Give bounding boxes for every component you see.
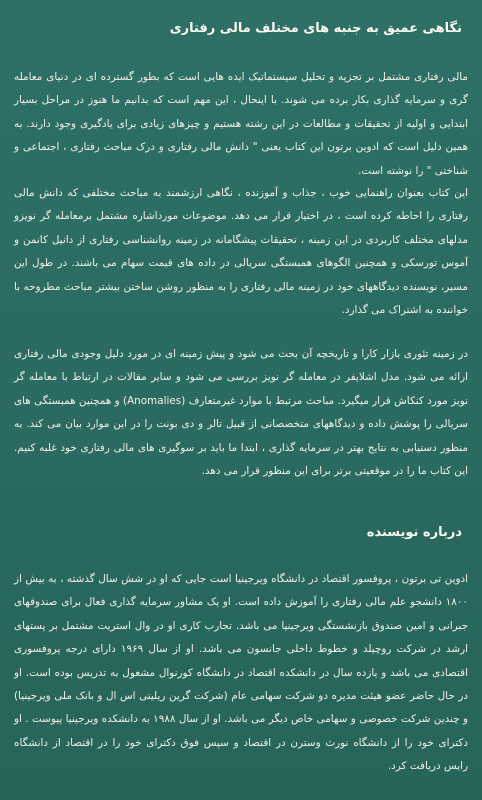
overview-paragraph-3: در زمینه تئوری بازار کارا و تاریخچه آن بحث می شود و پیش زمینه ای در مورد دلیل وجودی مالی رفتاری ارائه می شود. مدل اشلایفر در معامله گر نویز بررسی می شود و سایر مقالات در ارتباط با معامله گر نویز مورد کنکاش قرار میگیرد. مباحث مرتبط با موارد غیرمتعارف (Anomalies) و همچنین همبستگی های سریالی را پوشش داده و دیدگاههای متخصصانی از قبیل تالر و دی بونت را در این موارد بیان می کند. به منظور دستیابی به نتایج بهتر در سرمایه گذاری ، ابتدا ما باید بر سوگیری های مالی رفتاری خود غلبه کنیم. این کتاب ما را در موقعیتی برتر برای این منظور قرار می دهد. [14,348,468,478]
section-heading-overview: نگاهی عمیق به جنبه های مختلف مالی رفتاری [169,21,462,36]
overview-paragraph-2: این کتاب بعنوان راهنمایی خوب ، جذاب و آموزنده ، نگاهی ارزشمند به مباحث مختلفی که دانش مالی رفتاری را احاطه کرده است ، در اختیار قرار می دهد. موضوعات مورداشاره مشتمل برمعامله گر نویزو مدلهای مختلف کاربردی در این زمینه ، تحقیقات پیشگامانه در زمینه روانشناسی رفتاری از دانیل کانمن و آموس تورسکی و همچنین الگوهای همبستگی سریالی در داده های قیمت سهام می باشند. در طول این مسیر، نویسنده دیدگاههای خود در زمینه مالی رفتاری را به منظور روشن ساختن بیشتر مباحث مطروحه با خواننده به اشتراک می گذارد. [14,187,468,317]
section-heading-about-author: درباره نویسنده [366,525,462,540]
author-bio-paragraph: ادوین تی برتون ، پروفسور اقتصاد در دانشگاه ویرجینیا است جایی که او در شش سال گذشته ، به بیش از ۱۸۰۰ دانشجو علم مالی رفتاری را آموزش داده است. او یک مشاور سرمایه گذاری فعال برای صندوقهای جبرانی و امین صندوق بازنشستگی ویرجینیا می باشد. تجارب کاری او در وال استریت مشتمل بر پستهای ارشد در شرکت روچیلد و خطوط داخلی جانسون می باشد. او از سال ۱۹۶۹ دارای درجه پروفسوری اقتصادی می باشد و یازده سال در دانشکده اقتصاد در دانشگاه کورنوال مشغول به تدریس بوده است. او در حال حاضر عضو هیئت مدیره دو شرکت سهامی عام (شرکت گرین ریلیتی اس ال و بانک ملی ویرجینیا) و چندین شرکت خصوصی و سهامی خاص دیگر می باشد. او از سال ۱۹۸۸ به دانشکده ویرجینیا پیوست . او دکترای خود را از دانشگاه نورث وسترن در اقتصاد و سپس فوق دکترای خود را در اقتصاد از دانشگاه رایس دریافت کرد. [14,573,468,773]
overview-paragraph-1: مالی رفتاری مشتمل بر تجزیه و تحلیل سیستماتیک ایده هایی است که بطور گسترده ای در دنیای معامله گری و سرمایه گذاری بکار برده می شوند. با اینحال ، این مهم است که بدانیم ما هنوز در مراحل بسیار ابتدایی و اولیه از تحقیقات و مطالعات در این رشته هستیم و چیزهای زیادی برای یادگیری وجود دارند. به همین دلیل است که ادوین برتون این کتاب یعنی " دانش مالی رفتاری و درک مباحث رفتاری ، اجتماعی و شناختی " را نوشته است. [14,71,468,177]
